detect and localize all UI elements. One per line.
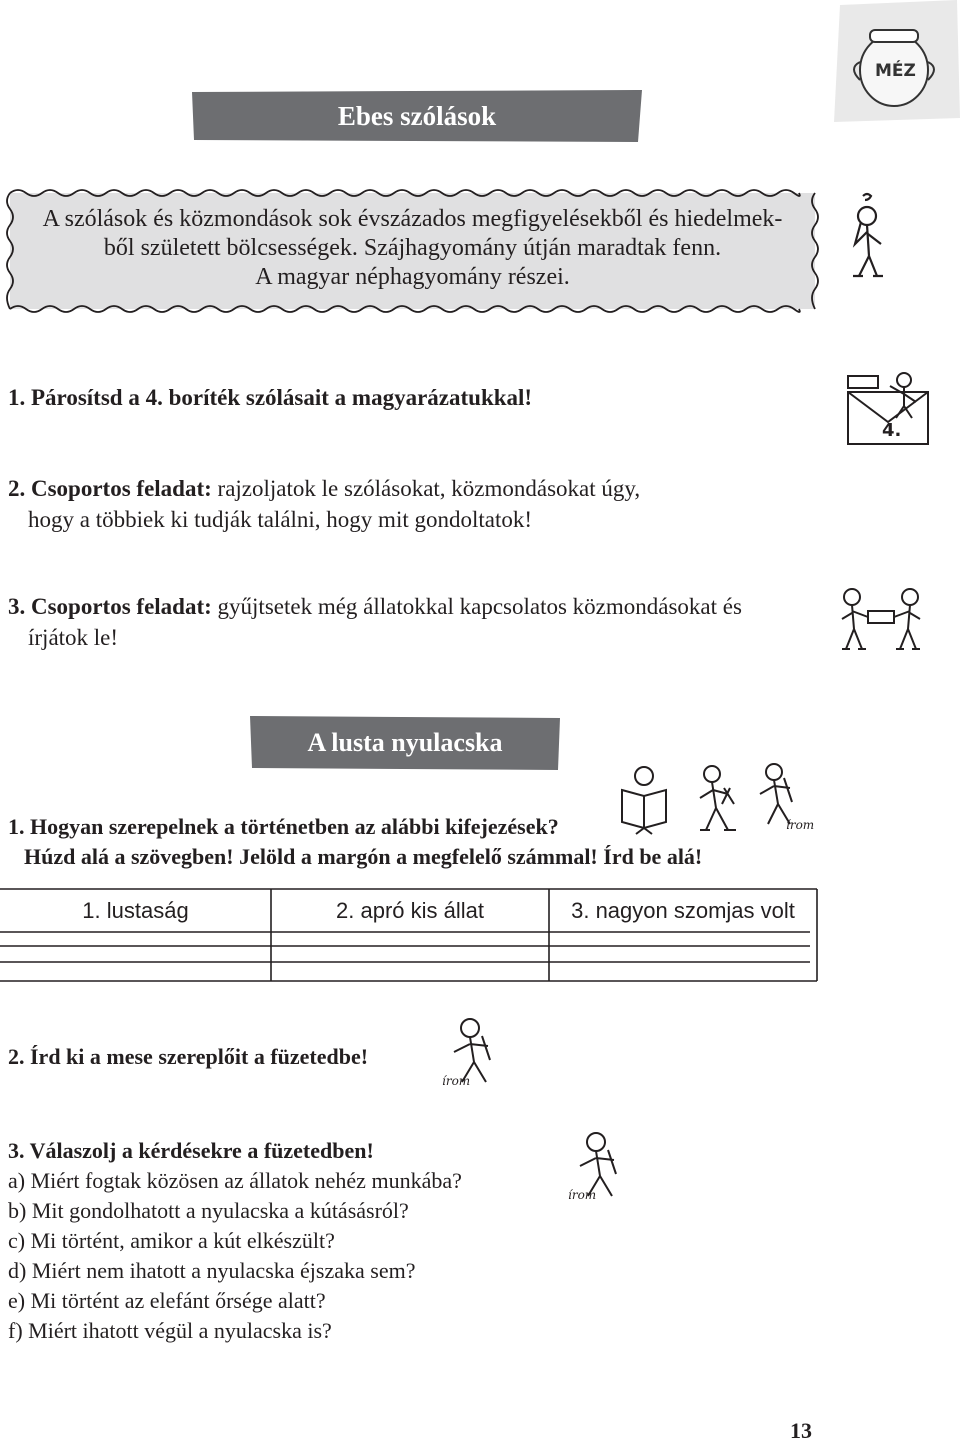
info-line-1: A szólások és közmondások sok évszázados megfigyelésekből és hiedelmek- [42,206,783,232]
answer-table [0,888,818,982]
irom-label-3: írom [568,1188,597,1202]
info-box [0,183,826,319]
q3-item-f: f) Miért ihatott végül a nyulacska is? [8,1318,332,1343]
writing-figure-icon-3 [566,1130,632,1206]
info-line-3: A magyar néphagyomány részei. [255,264,570,290]
task3-number: 3. [8,594,26,619]
q3-item-e: e) Mi történt az elefánt őrsége alatt? [8,1288,326,1313]
table-header-1: 1. lustaság [82,898,189,923]
q2-text: 2. Írd ki a mese szereplőit a füzetedbe! [8,1044,369,1069]
q1-line2: Húzd alá a szövegben! Jelöld a margón a megfelelő számmal! Írd be alá! [24,844,703,869]
q3-item-a: a) Miért fogtak közösen az állatok nehéz munkába? [8,1168,462,1193]
writing-figure-icon-2 [442,1016,508,1092]
task1-text: Párosítsd a 4. boríték szólásait a magyarázatukkal! [31,385,533,410]
irom-label-2: írom [442,1074,471,1088]
task1-number: 1. [8,385,26,410]
envelope-label: 4. [882,420,902,441]
page-number: 13 [790,1418,812,1443]
page-title-banner [192,90,642,142]
q3-item-b: b) Mit gondolhatott a nyulacska a kútásásról? [8,1198,409,1223]
task3-line1: gyűjtsetek még állatokkal kapcsolatos közmondásokat és [217,594,742,619]
writing-figure-icon [752,762,818,838]
table-header-3: 3. nagyon szomjas volt [571,898,795,923]
q3-item-d: d) Miért nem ihatott a nyulacska éjszaka sem? [8,1258,416,1283]
honey-label: MÉZ [875,61,916,81]
task2-bold: Csoportos feladat: [31,476,212,501]
task3-line2: írjátok le! [28,625,119,650]
thinking-figure-icon [845,192,895,282]
task2-line1: rajzoljatok le szólásokat, közmondásokat úgy, [217,476,641,501]
q1-line1: 1. Hogyan szerepelnek a történetben az alábbi kifejezések? [8,814,559,839]
envelope-icon [842,366,934,448]
task3-bold: Csoportos feladat: [31,594,212,619]
q3-item-c: c) Mi történt, amikor a kút elkészült? [8,1228,335,1253]
task2-line2: hogy a többiek ki tudják találni, hogy mit gondoltatok! [28,507,533,532]
section2-title: A lusta nyulacska [307,728,503,757]
irom-label-1: írom [786,818,815,832]
honey-pot-corner [832,0,960,125]
q3-title: 3. Válaszolj a kérdésekre a füzetedben! [8,1138,374,1163]
table-header-2: 2. apró kis állat [336,898,484,923]
task2-number: 2. [8,476,26,501]
group-work-icon [838,585,924,655]
page-title: Ebes szólások [337,101,497,131]
info-line-2: ből született bölcsességek. Szájhagyomány útján maradtak fenn. [103,235,722,261]
section2-title-banner [250,716,560,770]
